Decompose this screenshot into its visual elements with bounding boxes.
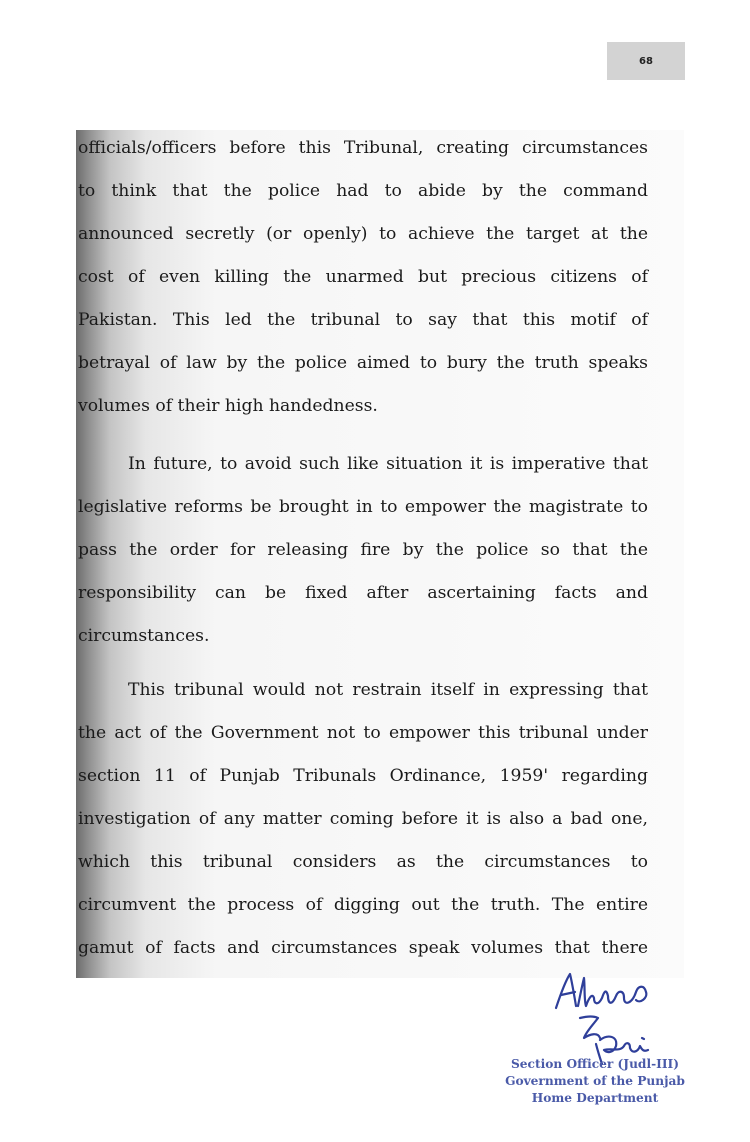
body-line: circumvent the process of digging out the truth. The entire <box>78 895 648 915</box>
page-number: 68 <box>607 42 685 80</box>
handwritten-signature <box>548 968 668 1068</box>
stamp-department: Home Department <box>531 1091 659 1105</box>
body-line: legislative reforms be brought in to empower the magistrate to <box>78 497 648 517</box>
body-line: investigation of any matter coming before it is also a bad one, <box>78 809 648 829</box>
body-line: which this tribunal considers as the circumstances to <box>78 852 648 872</box>
body-line: pass the order for releasing fire by the police so that the <box>78 540 648 560</box>
body-line: announced secretly (or openly) to achieve the target at the <box>78 224 648 244</box>
stamp-title: Section Officer (Judl-III) <box>510 1057 680 1071</box>
body-line: gamut of facts and circumstances speak volumes that there <box>78 938 648 958</box>
body-line: to think that the police had to abide by the command <box>78 181 648 201</box>
body-line: In future, to avoid such like situation it is imperative that <box>128 454 648 474</box>
body-line: officials/officers before this Tribunal, creating circumstances <box>78 138 648 158</box>
official-stamp <box>490 1056 700 1107</box>
body-line: the act of the Government not to empower this tribunal under <box>78 723 648 743</box>
body-line: section 11 of Punjab Tribunals Ordinance, 1959' regarding <box>78 766 648 786</box>
stamp-government: Government of the Punjab <box>505 1074 685 1088</box>
body-line: This tribunal would not restrain itself in expressing that <box>128 680 648 700</box>
body-line: volumes of their high handedness. <box>78 396 378 416</box>
body-line: cost of even killing the unarmed but precious citizens of <box>78 267 648 287</box>
body-line: responsibility can be fixed after ascertaining facts and <box>78 583 648 603</box>
body-line: betrayal of law by the police aimed to bury the truth speaks <box>78 353 648 373</box>
body-line: Pakistan. This led the tribunal to say that this motif of <box>78 310 648 330</box>
body-line: circumstances. <box>78 626 210 646</box>
